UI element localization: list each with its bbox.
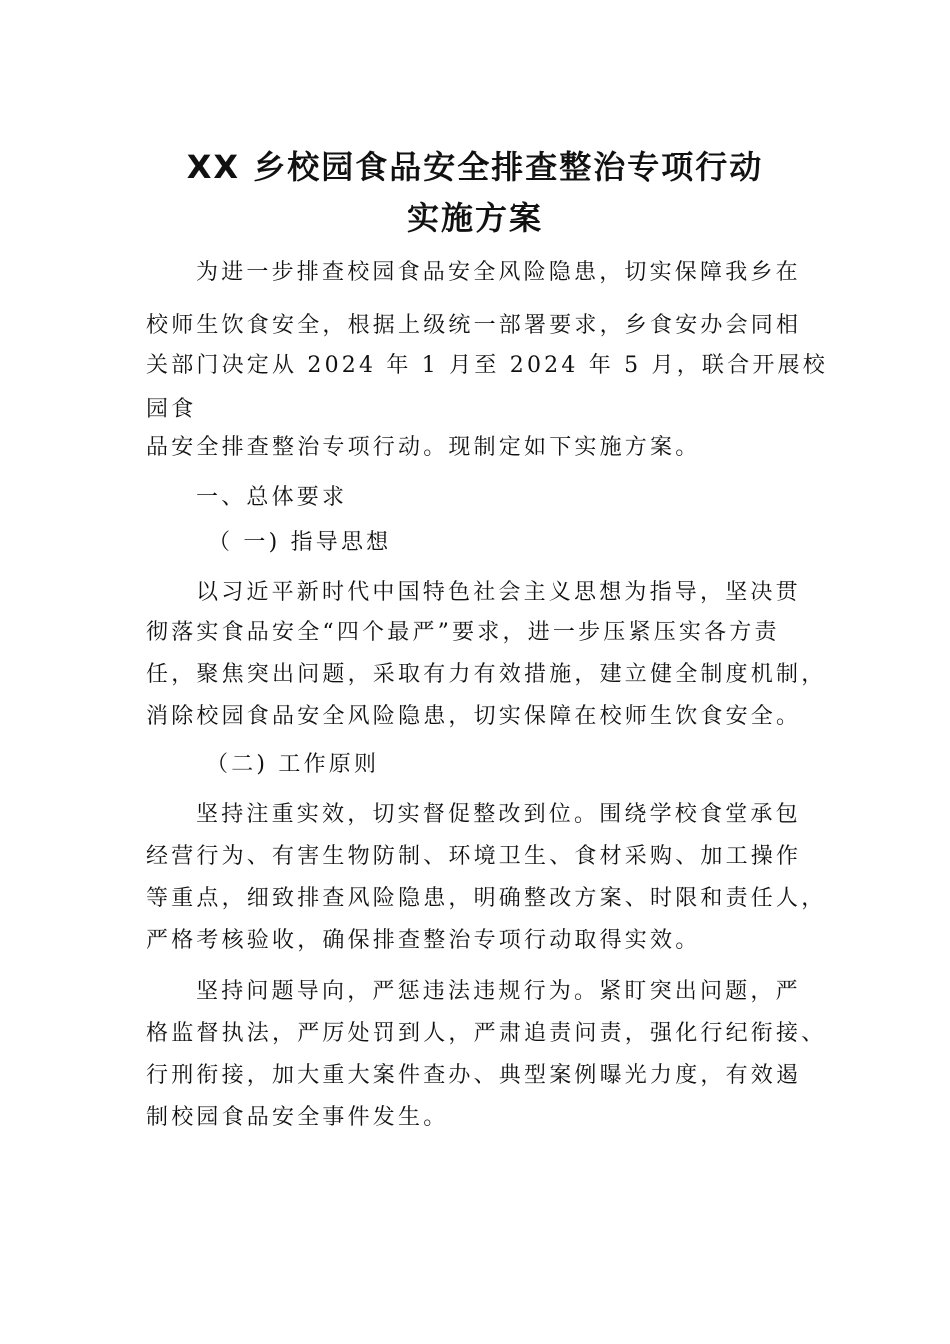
intro-line: 关部门决定从 2024 年 1 月至 2024 年 5 月，联合开展校 [146, 353, 828, 378]
paragraph-line: 以习近平新时代中国特色社会主义思想为指导，坚决贯 [196, 580, 801, 605]
paragraph-line: 经营行为、有害生物防制、环境卫生、食材采购、加工操作 [146, 844, 802, 869]
section-heading: 一、总体要求 [196, 485, 348, 510]
subsection-heading: （二) 工作原则 [206, 752, 380, 777]
paragraph-line: 任，聚焦突出问题，采取有力有效措施，建立健全制度机制， [146, 662, 827, 687]
paragraph-line: 彻落实食品安全“四个最严”要求，进一步压紧压实各方责 [146, 620, 780, 645]
paragraph-line: 行刑衔接，加大重大案件查办、典型案例曝光力度，有效遏 [146, 1063, 802, 1088]
paragraph-line: 消除校园食品安全风险隐患，切实保障在校师生饮食安全。 [146, 704, 802, 729]
intro-line: 园食 [146, 397, 197, 422]
paragraph-line: 坚持注重实效，切实督促整改到位。围绕学校食堂承包 [196, 802, 801, 827]
document-title-line2: 实施方案 [406, 199, 543, 237]
paragraph-line: 制校园食品安全事件发生。 [146, 1105, 449, 1130]
intro-line: 为进一步排查校园食品安全风险隐患，切实保障我乡在 [196, 260, 801, 285]
intro-line: 校师生饮食安全，根据上级统一部署要求，乡食安办会同相 [146, 313, 802, 338]
paragraph-line: 严格考核验收，确保排查整治专项行动取得实效。 [146, 928, 701, 953]
paragraph-line: 等重点，细致排查风险隐患，明确整改方案、时限和责任人， [146, 886, 827, 911]
document-title-line1: XX 乡校园食品安全排查整治专项行动 [186, 148, 764, 186]
paragraph-line: 格监督执法，严厉处罚到人，严肃追责问责，强化行纪衔接、 [146, 1021, 827, 1046]
paragraph-line: 坚持问题导向，严惩违法违规行为。紧盯突出问题，严 [196, 979, 801, 1004]
subsection-heading: （ 一) 指导思想 [208, 530, 392, 555]
intro-line: 品安全排查整治专项行动。现制定如下实施方案。 [146, 435, 701, 460]
